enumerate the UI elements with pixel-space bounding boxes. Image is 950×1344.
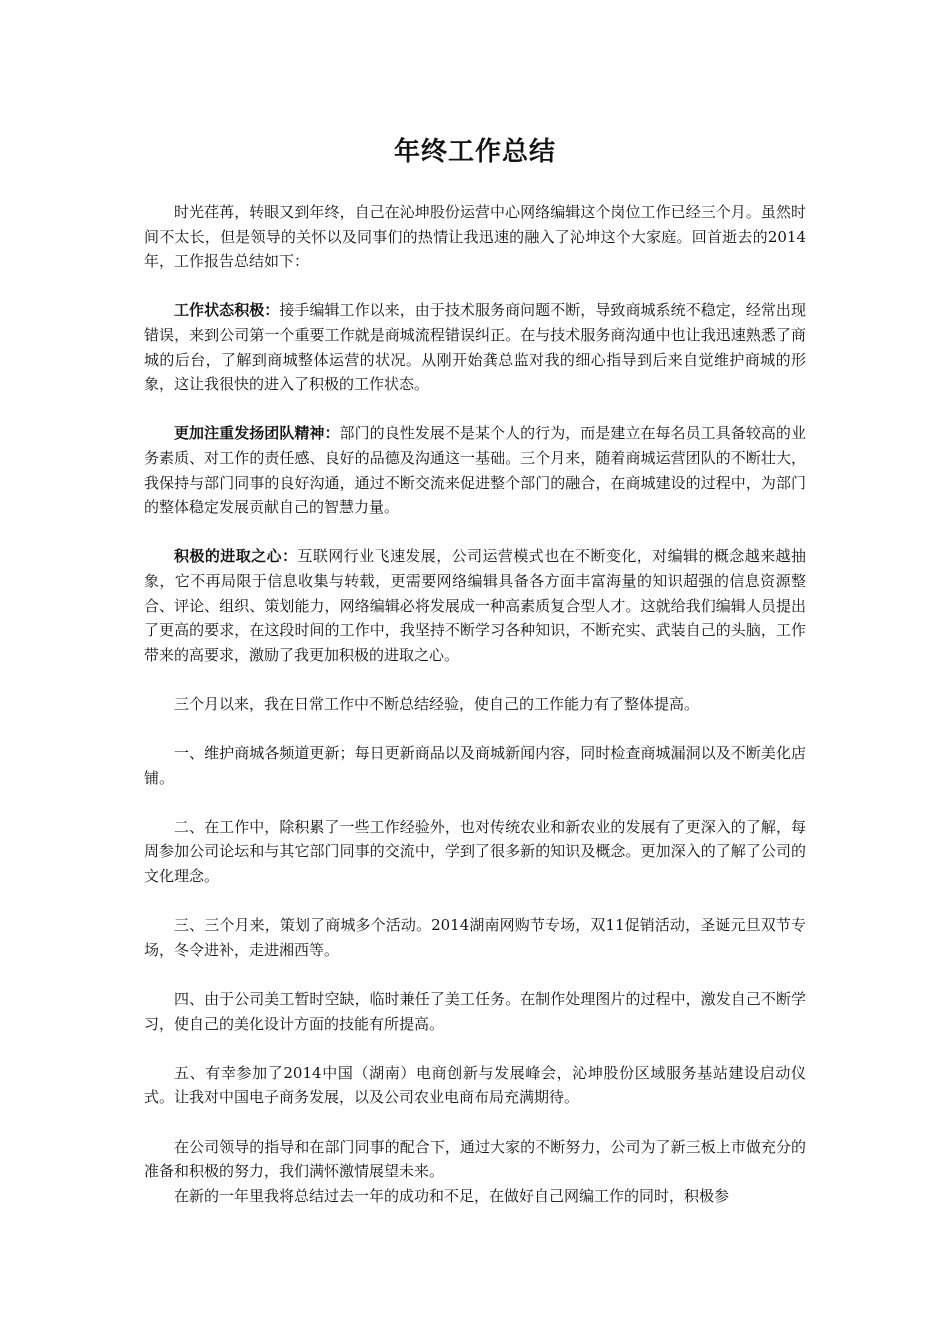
paragraph-text: 在新的一年里我将总结过去一年的成功和不足，在做好自己网编工作的同时，积极参	[174, 1186, 730, 1205]
paragraph-heading: 工作状态积极：	[174, 301, 280, 320]
paragraph-text: 时光荏苒，转眼又到年终，自己在沁坤股份运营中心网络编辑这个岗位工作已经三个月。虽然时间不太长，但是领导的关怀以及同事们的热情让我迅速的融入了沁坤这个大家庭。回首逝去的2014年，工作报告总结如下：	[144, 203, 806, 271]
paragraph-heading: 更加注重发扬团队精神：	[174, 424, 340, 443]
paragraph-progressive-spirit	[144, 544, 806, 667]
paragraph-text: 五、有幸参加了2014中国（湖南）电商创新与发展峰会，沁坤股份区域服务基站建设启动仪式。让我对中国电子商务发展，以及公司农业电商布局充满期待。	[144, 1063, 806, 1107]
paragraph-text: 互联网行业飞速发展，公司运营模式也在不断变化，对编辑的概念越来越抽象，它不再局限于信息收集与转载，更需要网络编辑具备各方面丰富海量的知识超强的信息资源整合、评论、组织、策划能力，网络编辑必将发展成一种高素质复合型人才。这就给我们编辑人员提出了更高的要求，在这段时间的工作中，我坚持不断学习各种知识，不断充实、武装自己的头脑，工作带来的高要求，激励了我更加积极的进取之心。	[144, 547, 806, 664]
paragraph-text: 四、由于公司美工暂时空缺，临时兼任了美工任务。在制作处理图片的过程中，激发自己不断学习，使自己的美化设计方面的技能有所提高。	[144, 990, 806, 1033]
paragraph-item-1	[144, 741, 806, 790]
paragraph-summary-intro	[144, 692, 806, 717]
paragraph-item-4	[144, 987, 806, 1036]
paragraph-heading: 积极的进取之心：	[174, 547, 298, 566]
paragraph-outlook	[144, 1135, 806, 1184]
paragraph-text: 二、在工作中，除积累了一些工作经验外，也对传统农业和新农业的发展有了更深入的了解，每周参加公司论坛和与其它部门同事的交流中，学到了很多新的知识及概念。更加深入的了解了公司的文化理念。	[144, 817, 806, 886]
paragraph-intro	[144, 200, 806, 274]
paragraph-item-3	[144, 913, 806, 962]
paragraph-work-state	[144, 298, 806, 396]
paragraph-text: 部门的良性发展不是某个人的行为，而是建立在每名员工具备较高的业务素质、对工作的责任感、良好的品德及沟通这一基础。三个月来，随着商城运营团队的不断壮大，我保持与部门同事的良好沟通，通过不断交流来促进整个部门的融合，在商城建设的过程中，为部门的整体稳定发展贡献自己的智慧力量。	[144, 424, 806, 517]
paragraph-team-spirit	[144, 421, 806, 519]
paragraph-text: 接手编辑工作以来，由于技术服务商问题不断，导致商城系统不稳定，经常出现错误，来到公司第一个重要工作就是商城流程错误纠正。在与技术服务商沟通中也让我迅速熟悉了商城的后台，了解到商城整体运营的状况。从刚开始龚总监对我的细心指导到后来自觉维护商城的形象，这让我很快的进入了积极的工作状态。	[144, 301, 806, 394]
document-body	[144, 200, 806, 1208]
paragraph-item-5	[144, 1061, 806, 1110]
paragraph-text: 在公司领导的指导和在部门同事的配合下，通过大家的不断努力，公司为了新三板上市做充分的准备和积极的努力，我们满怀激情展望未来。	[144, 1137, 806, 1181]
paragraph-text: 一、维护商城各频道更新；每日更新商品以及商城新闻内容，同时检查商城漏洞以及不断美化店铺。	[144, 744, 806, 787]
paragraph-item-2	[144, 815, 806, 889]
paragraph-new-year	[144, 1184, 806, 1209]
document-title: 年终工作总结	[393, 137, 556, 167]
paragraph-text: 三、三个月来，策划了商城多个活动。2014湖南网购节专场，双11促销活动，圣诞元旦双节专场，冬令进补，走进湘西等。	[144, 916, 806, 959]
paragraph-text: 三个月以来，我在日常工作中不断总结经验，使自己的工作能力有了整体提高。	[174, 694, 700, 713]
